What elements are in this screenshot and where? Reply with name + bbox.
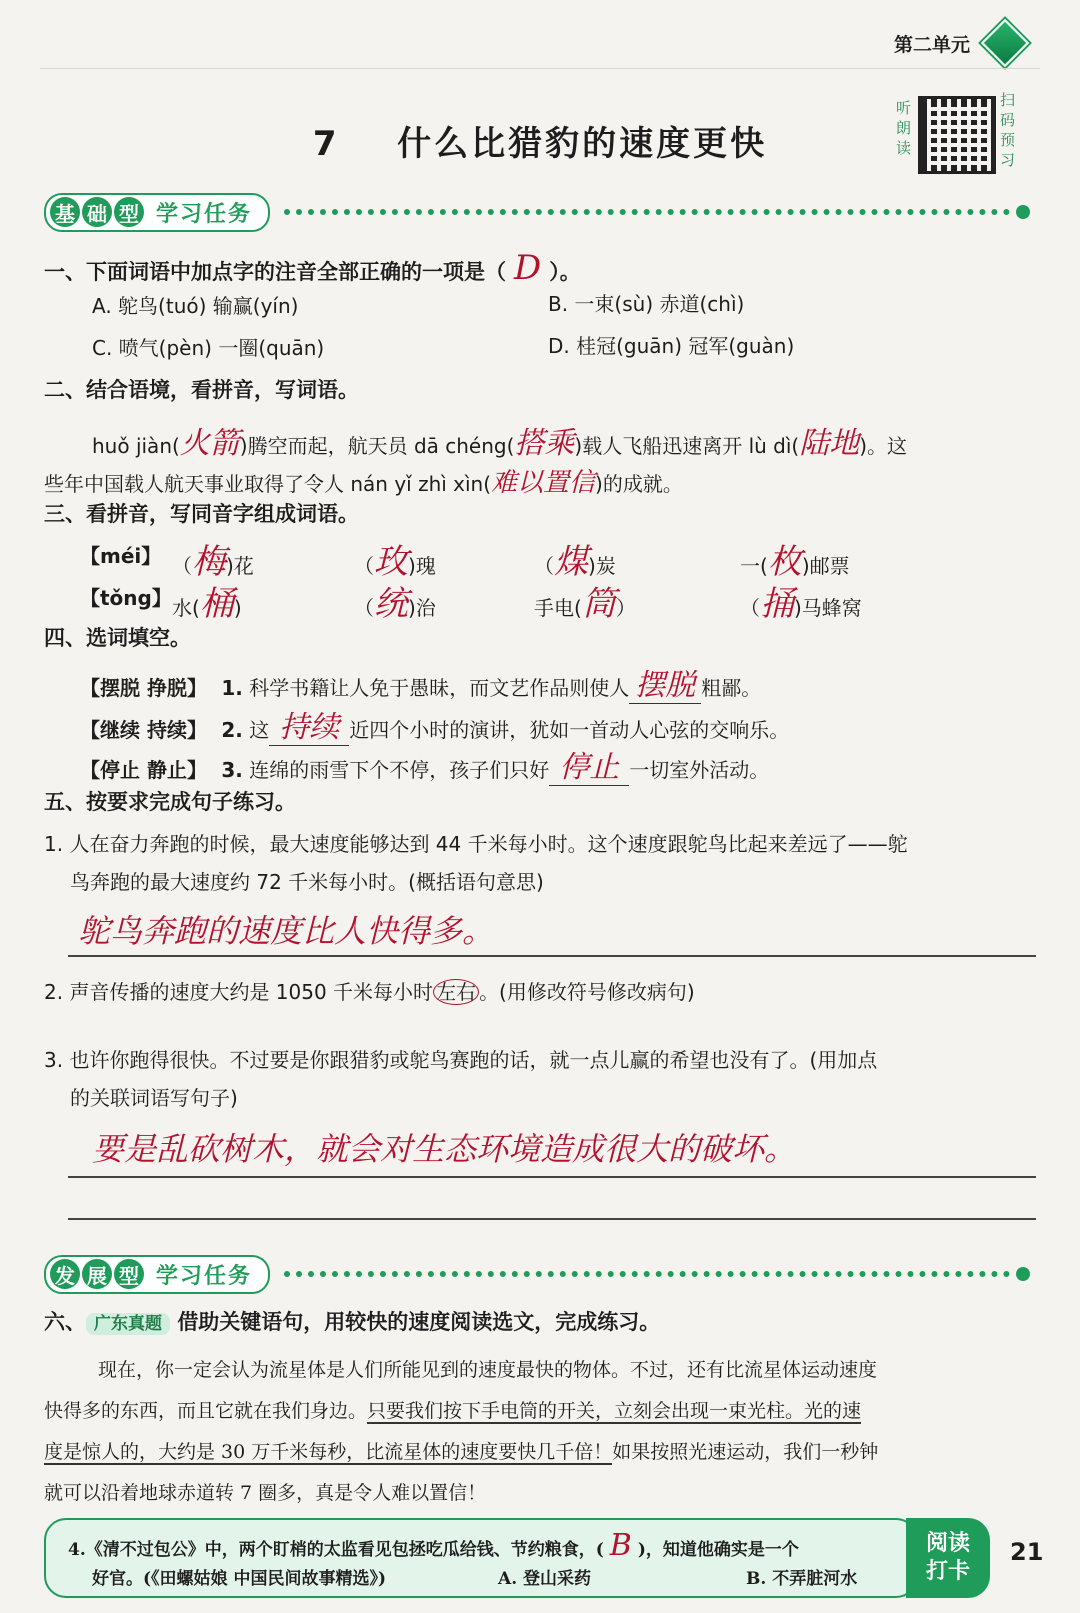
q3-stem: 三、看拼音，写同音字组成词语。: [44, 502, 359, 526]
banner-dotted-line: [284, 209, 1010, 215]
q5-s3-line2: 的关联词语写句子): [70, 1086, 238, 1110]
q4-answer-1: 摆脱: [629, 668, 701, 704]
footer-line2: 好官。(《田螺姑娘 中国民间故事精选》): [92, 1569, 387, 1589]
footer-option-a: A. 登山采药: [498, 1569, 592, 1589]
q4-row: 【摆脱 挣脱】 1. 科学书籍让人免于愚昧，而文艺作品则使人 摆脱 粗鄙。: [80, 668, 762, 703]
q4-stem: 四、选词填空。: [44, 626, 191, 650]
q1-option-b: B. 一束(sù) 赤道(chì): [548, 292, 745, 316]
q2-answer-3: 陆地: [799, 426, 860, 461]
banner-char: 型: [114, 1259, 144, 1289]
q3-mei-item: （梅)花: [172, 542, 254, 582]
q3-tong-item: 手电(筒）: [534, 584, 636, 624]
qr-right-caption: 扫码预习: [1000, 91, 1016, 169]
q1-stem: [44, 248, 581, 288]
unit-label: 第二单元: [893, 34, 970, 56]
q6-number: 六、: [44, 1310, 86, 1334]
banner-label: 学习任务: [156, 1263, 253, 1289]
q5-s2: 2. 声音传播的速度大约是 1050 千米每小时 左右 。(用修改符号修改病句): [44, 980, 695, 1004]
q2-text: )的成就。: [595, 472, 683, 496]
q6-stem: [44, 1306, 660, 1336]
passage-line: 快得多的东西，而且它就在我们身边。只要我们按下手电筒的开关，立刻会出现一束光柱。光的速: [44, 1400, 862, 1422]
q3-mei-item: 一(枚)邮票: [740, 542, 850, 582]
q3-tong-item: 水(桶): [172, 584, 242, 624]
banner-char: 型: [114, 197, 144, 227]
q3-tong-label: 【tǒng】: [80, 586, 172, 610]
q1-option-d: D. 桂冠(guān) 冠军(guàn): [548, 334, 795, 358]
banner-end-dot: [1016, 1267, 1030, 1281]
q1-answer: D: [514, 248, 542, 288]
dev-banner-pill: [44, 1255, 270, 1294]
q5-stem: 五、按要求完成句子练习。: [44, 790, 296, 814]
passage-line: 就可以沿着地球赤道转 7 圈多，真是令人难以置信！: [44, 1482, 487, 1504]
dev-banner: [44, 1256, 1030, 1292]
q5-s1-line1: 1. 人在奋力奔跑的时候，最大速度能够达到 44 千米每小时。这个速度跟鸵鸟比起来差远了——鸵: [44, 832, 908, 856]
key-sentence: 只要我们按下手电筒的开关，立刻会出现一束光柱。光的速: [367, 1400, 862, 1422]
answer-line: [68, 1218, 1036, 1220]
q3-mei-item: （玫)瑰: [354, 542, 436, 582]
q2-text: 些年中国载人航天事业取得了令人 nán yǐ zhì xìn(: [44, 472, 492, 496]
lesson-number: 7: [312, 124, 340, 164]
q5-answer-3: 要是乱砍树木，就会对生态环境造成很大的破坏。: [92, 1130, 797, 1168]
q2-line2: [44, 462, 683, 499]
q1-stem-text: 一、下面词语中加点字的注音全部正确的一项是（: [44, 260, 506, 284]
banner-label: 学习任务: [156, 201, 253, 227]
qr-left-caption: 听朗读: [896, 99, 912, 157]
banner-char: 展: [82, 1259, 112, 1289]
q5-edit-mark: 左右: [433, 979, 479, 1005]
q1-option-a: A. 鸵鸟(tuó) 输赢(yín): [92, 294, 299, 318]
header-divider: [40, 68, 1040, 69]
q2-text: )。这: [859, 434, 908, 458]
q6-tag: 广东真题: [86, 1313, 170, 1335]
q3-tong-item: （捅)马蜂窝: [740, 584, 862, 624]
qr-code-icon[interactable]: [918, 96, 996, 174]
banner-char: 础: [82, 197, 112, 227]
answer-line: [68, 1176, 1036, 1178]
banner-end-dot: [1016, 205, 1030, 219]
footer-box: [44, 1518, 918, 1598]
banner-dotted-line: [284, 1271, 1010, 1277]
reading-checkin-badge[interactable]: 阅读打卡: [906, 1518, 990, 1598]
q3-mei-label: 【méi】: [80, 544, 162, 568]
key-sentence: 度是惊人的，大约是 30 万千米每秒，比流星体的速度要快几千倍！: [44, 1441, 613, 1463]
q5-s1-line2: 鸟奔跑的最大速度约 72 千米每小时。(概括语句意思): [70, 870, 544, 894]
q2-text: )腾空而起，航天员 dā chéng(: [239, 434, 515, 458]
q5-answer-1: 鸵鸟奔跑的速度比人快得多。: [78, 912, 495, 950]
q2-answer-4: 难以置信: [491, 468, 596, 498]
footer-answer: B: [609, 1528, 632, 1563]
basic-banner: [44, 194, 1030, 230]
q6-stem-text: 借助关键语句，用较快的速度阅读选文，完成练习。: [177, 1310, 661, 1334]
q4-answer-2: 持续: [269, 710, 349, 746]
q2-text: huǒ jiàn(: [92, 434, 180, 458]
q4-row: 【停止 静止】 3. 连绵的雨雪下个不停，孩子们只好 停止 一切室外活动。: [80, 750, 770, 785]
q2-line1: [92, 418, 907, 462]
q2-answer-2: 搭乘: [514, 426, 575, 461]
q3-mei-item: （煤)炭: [534, 542, 616, 582]
reading-passage: [44, 1350, 1036, 1514]
footer-line1: 4.《清不过包公》中，两个盯梢的太监看见包拯吃瓜给钱、节约粮食，( B )，知道他确实是一个: [68, 1528, 799, 1563]
footer-option-b: B. 不弄脏河水: [746, 1569, 858, 1589]
q1-stem-end: ）。: [549, 260, 581, 284]
basic-banner-pill: [44, 193, 270, 232]
passage-line: 现在，你一定会认为流星体是人们所能见到的速度最快的物体。不过，还有比流星体运动速度: [98, 1359, 878, 1381]
diamond-icon: [981, 19, 1029, 67]
banner-char: 发: [50, 1259, 80, 1289]
q1-option-c: C. 喷气(pèn) 一圈(quān): [92, 336, 325, 360]
page-number: 21: [1010, 1538, 1044, 1566]
answer-line: [68, 955, 1036, 957]
passage-line: 度是惊人的，大约是 30 万千米每秒，比流星体的速度要快几千倍！如果按照光速运动，我们一秒钟: [44, 1441, 879, 1463]
q2-stem: 二、结合语境，看拼音，写词语。: [44, 378, 359, 402]
q2-text: )载人飞船迅速离开 lù dì(: [574, 434, 800, 458]
q4-answer-3: 停止: [549, 750, 629, 786]
banner-char: 基: [50, 197, 80, 227]
q5-s3-line1: 3. 也许你跑得很快。不过要是你跟猎豹或鸵鸟赛跑的话，就一点儿赢的希望也没有了。(用加点: [44, 1048, 878, 1072]
q3-tong-item: （统)治: [354, 584, 436, 624]
q2-answer-1: 火箭: [179, 426, 240, 461]
q4-row: 【继续 持续】 2. 这 持续 近四个小时的演讲，犹如一首动人心弦的交响乐。: [80, 710, 790, 745]
lesson-title-text: 什么比猎豹的速度更快: [397, 124, 768, 164]
